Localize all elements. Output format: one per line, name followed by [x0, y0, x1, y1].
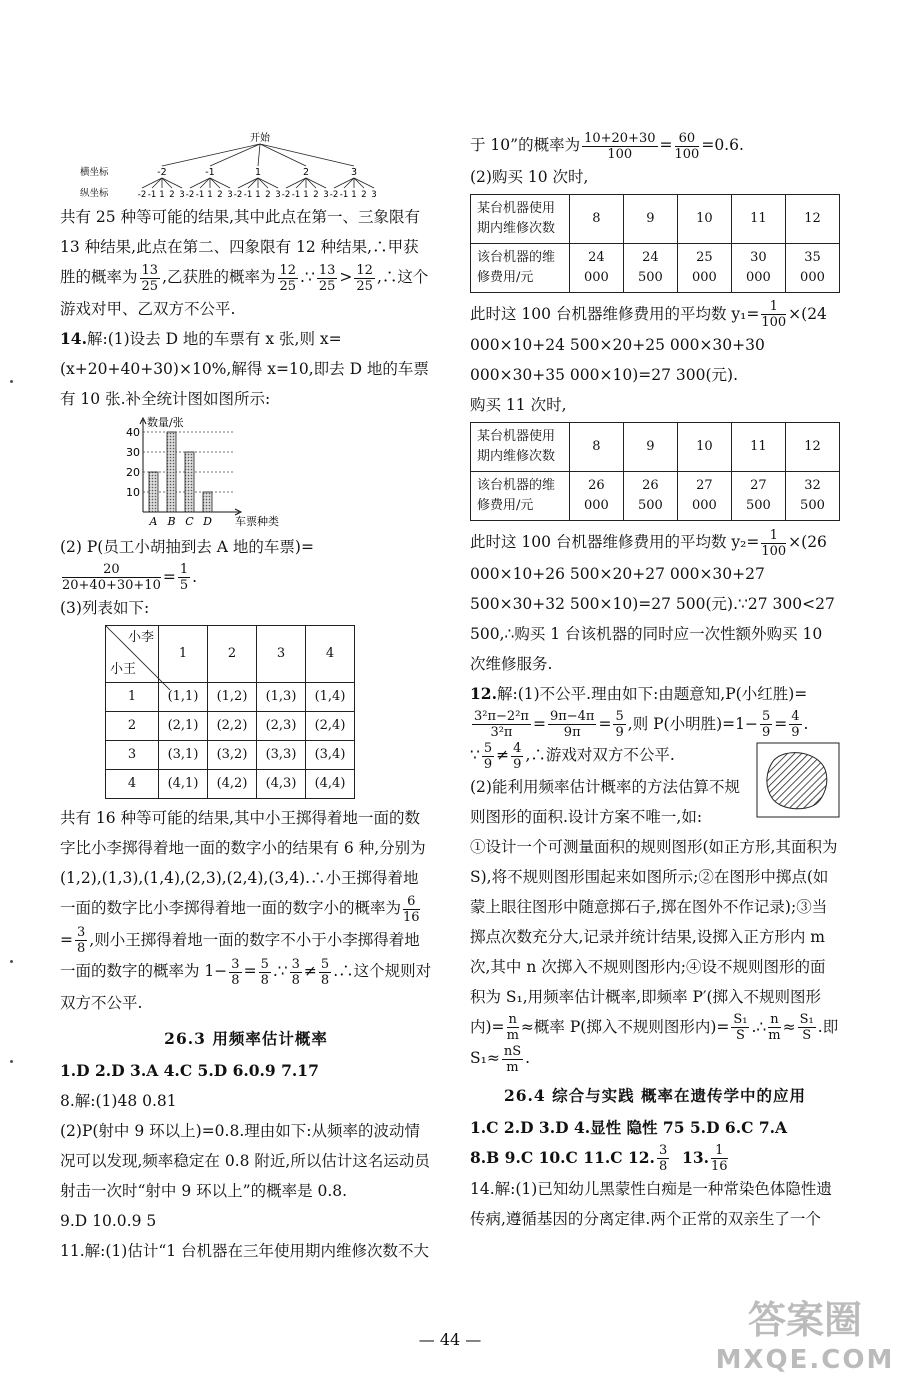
tree-branch	[162, 144, 260, 166]
x-tick-label: D	[203, 514, 212, 528]
tree-leaf-branch	[258, 178, 278, 188]
dice-table	[105, 625, 355, 799]
left-column	[60, 130, 432, 1266]
repair-table-11: 某台机器使用期内维修次数 8 9 10 11 12 该台机器的维修费用/元 26 000 26 500 27 000 27 500 32 500	[470, 422, 840, 521]
margin-dot	[10, 960, 13, 963]
tree-y-value: 2	[169, 190, 175, 200]
tree-x-value: 3	[350, 167, 358, 178]
x-axis-label: 车票种类	[235, 514, 279, 528]
repair-table-10: 某台机器使用期内维修次数 8 9 10 11 12 该台机器的维修费用/元 24 000 24 500 25 000 30 000 35 000	[470, 194, 840, 293]
table-row: 4 (4,1) (4,2) (4,3) (4,4)	[106, 770, 355, 799]
tree-y-value: 1	[207, 190, 213, 200]
tree-x-value: -2	[157, 167, 167, 178]
tree-leaf-branch	[306, 178, 326, 188]
tree-leaf-branch	[258, 178, 268, 188]
q14-part3: (3)列表如下:	[60, 599, 150, 617]
y-tick-label: 30	[126, 445, 140, 459]
tree-y-value: -2	[185, 190, 195, 200]
tree-leaf-branch	[210, 178, 220, 188]
bar	[203, 492, 212, 512]
tree-leaf-branch	[354, 178, 374, 188]
bar	[149, 472, 158, 512]
q12-part1: 12.解:(1)不公平.理由如下:由题意知,P(小红胜)= $\frac{\text{3²π−2²π}}{\text{3²π}}$ = $\frac{9\pi-4\pi}{9\pi}$ = $\frac{5}{9}$ ,则 P(小明胜)=1− $\frac{5}{9}$ = $\frac{4}{9}$ .	[470, 683, 809, 740]
tree-y-value: 3	[275, 190, 281, 200]
tree-leaf-branch	[286, 178, 306, 188]
q14-part1: 14.解:(1)设去 D 地的车票有 x 张,则 x=(x+20+40+30)×10%,解得 x=10,即去 D 地的车票有 10 张.补全统计图如图所示:	[60, 328, 429, 408]
tree-leaf-branch	[296, 178, 306, 188]
tree-x-value: 2	[302, 167, 310, 178]
table-row: 1 (1,1) (1,2) (1,3) (1,4)	[106, 683, 355, 712]
q11-part2: (2)购买 10 次时,	[470, 167, 589, 186]
irregular-shape-figure	[756, 742, 840, 818]
q11-start: 11.解:(1)估计“1 台机器在三年使用期内维修次数不大	[60, 1241, 430, 1260]
table-col-head: 4	[306, 626, 355, 683]
tree-y-value: 2	[313, 190, 319, 200]
bar	[185, 452, 194, 512]
table-col-head: 3	[257, 626, 306, 683]
tree-y-value: -1	[243, 190, 253, 200]
q14-genetics: 14.解:(1)已知幼儿黑蒙性白痴是一种常染色体隐性遗传病,遵循基因的分离定律.两个正常的双亲生了一个	[470, 1180, 832, 1228]
q12-part1b: ∵ $\frac{5}{9}$ ≠ $\frac{4}{9}$ ,∴游戏对双方不公平.	[470, 740, 675, 772]
right-column	[470, 130, 840, 1234]
tree-y-value: -2	[281, 190, 291, 200]
tree-leaf-branch	[210, 178, 230, 188]
tree-y-value: 1	[159, 190, 165, 200]
y-axis-label: 数量/张	[147, 415, 184, 429]
table-row: 2 (2,1) (2,2) (2,3) (2,4)	[106, 712, 355, 741]
q12-part2: (2)能利用频率估计概率的方法估算不规则图形的面积.设计方案不唯一,如:	[470, 777, 740, 826]
tree-leaf-branch	[334, 178, 354, 188]
tree-y-value: 3	[371, 190, 377, 200]
tree-branch	[260, 144, 354, 166]
tree-y-value: 2	[217, 190, 223, 200]
y-tick-label: 10	[126, 485, 140, 499]
x-tick-label: C	[185, 514, 194, 528]
bar-chart	[115, 414, 315, 532]
watermark-logo: 答案圈 MXQE.COM	[715, 1298, 895, 1375]
q14-part4: 共有 16 种等可能的结果,其中小王掷得着地一面的数字比小李掷得着地一面的数字小的结果有 6 种,分别为(1,2),(1,3),(1,4),(2,3),(2,4),(3,4).∴小王掷得着地一面的数字比小李掷得着地一面的数字小的概率为 $\frac{6}{16}$ = $\frac{3}{8}$ ,则小王掷得着地一面的数字不小于小李掷得着地一面的数字的概率为 1− $\frac{3}{8}$ = $\frac{5}{8}$ .∵ $\frac{3}{8}$ ≠ $\frac{5}{8}$ .∴这个规则对双方不公平.	[60, 809, 432, 1012]
tree-leaf-branch	[200, 178, 210, 188]
avg-y1: 此时这 100 台机器维修费用的平均数 y₁= $\frac{1}{100}$ ×(24 000×10+24 500×20+25 000×30+30 000×30+35 000×10)=27 300(元).	[470, 299, 827, 384]
tree-y-value: -1	[339, 190, 349, 200]
q9-q10: 9.D 10.0.9 5	[60, 1211, 157, 1230]
tree-leaf-branch	[190, 178, 210, 188]
tree-leaf-branch	[354, 178, 364, 188]
tree-branch	[210, 144, 260, 166]
q11-prob: 于 10”的概率为 $\frac{10+20+30}{100}$ = $\frac{60}{100}$ =0.6.	[470, 130, 744, 162]
tree-branch	[258, 144, 260, 166]
tree-leaf-branch	[306, 178, 316, 188]
margin-dot	[10, 380, 13, 383]
tree-leaf-branch	[162, 178, 172, 188]
tree-y-label: 纵坐标	[80, 188, 109, 199]
tree-leaf-branch	[344, 178, 354, 188]
section-26-3-title: 26.3 用频率估计概率	[164, 1028, 328, 1048]
tree-y-value: -1	[195, 190, 205, 200]
avg-y2: 此时这 100 台机器维修费用的平均数 y₂= $\frac{1}{100}$ ×(26 000×10+26 500×20+27 000×30+27 500×30+32 500×10)=27 500(元).∵27 300<27 500,∴购买 1 台该机器的同时应一次性额外购买 10 次维修服务.	[470, 527, 835, 673]
tree-branch	[260, 144, 306, 166]
table-col-head: 1	[159, 626, 208, 683]
tree-y-value: -2	[233, 190, 243, 200]
tree-y-value: -2	[137, 190, 147, 200]
tree-leaf-branch	[152, 178, 162, 188]
tree-y-value: 1	[303, 190, 309, 200]
answers-26-3: 1.D 2.D 3.A 4.C 5.D 6.0.9 7.17	[60, 1060, 319, 1080]
buy-11: 购买 11 次时,	[470, 396, 567, 414]
tree-leaf-branch	[142, 178, 162, 188]
tree-y-value: -1	[291, 190, 301, 200]
tree-y-value: 3	[227, 190, 233, 200]
y-tick-label: 20	[126, 465, 140, 479]
tree-y-value: -1	[147, 190, 157, 200]
table-row: 3 (3,1) (3,2) (3,3) (3,4)	[106, 741, 355, 770]
bar	[167, 432, 176, 512]
tree-x-label: 横坐标	[80, 167, 109, 178]
tree-y-value: 1	[255, 190, 261, 200]
section-26-4-title: 26.4 综合与实践 概率在遗传学中的应用	[503, 1085, 807, 1105]
tree-y-value: 1	[351, 190, 357, 200]
y-tick-label: 40	[126, 425, 140, 439]
q13-conclusion: 共有 25 种等可能的结果,其中此点在第一、三象限有 13 种结果,此点在第二、四象限有 12 种结果,∴甲获胜的概率为 $\frac{13}{25}$ ,乙获胜的概率为 $\frac{12}{25}$ .∵ $\frac{13}{25}$ > $\frac{12}{25}$ ,∴这个游戏对甲、乙双方不公平.	[60, 208, 429, 318]
tree-leaf-branch	[248, 178, 258, 188]
tree-x-value: 1	[254, 167, 262, 178]
q8-part2: (2)P(射中 9 环以上)=0.8.理由如下:从频率的波动情况可以发现,频率稳定在 0.8 附近,所以估计这名运动员射击一次时“射中 9 环以上”的概率是 0.8.	[60, 1121, 430, 1200]
q14-part2: (2) P(员工小胡抽到去 A 地的车票)= $\frac{20}{20+40+30+10}$ = $\frac{1}{5}$ .	[60, 537, 314, 593]
tree-diagram	[80, 130, 410, 202]
answers-26-4-b: 8.B 9.C 10.C 11.C 12. $\frac{3}{8}$ 13. $\frac{1}{16}$	[470, 1143, 728, 1174]
tree-y-value: 2	[265, 190, 271, 200]
answers-26-4-a: 1.C 2.D 3.D 4.显性 隐性 75 5.D 6.C 7.A	[470, 1117, 788, 1137]
margin-dot	[10, 1060, 13, 1063]
q8-part1: 8.解:(1)48 0.81	[60, 1091, 177, 1110]
tree-y-value: 3	[323, 190, 329, 200]
tree-leaf-branch	[238, 178, 258, 188]
q12-part3: ①设计一个可测量面积的规则图形(如正方形,其面积为 S),将不规则图形围起来如图所示;②在图形中掷点(如蒙上眼往图形中随意掷石子,掷在图外不作记录);③当掷点次数充分大,记录并统计结果,设掷入正方形内 m 次,其中 n 次掷入不规则图形内;④设不规则图形的面积为 S₁,用频率估计概率,即频率 P′(掷入不规则图形内)= $\frac{n}{m}$ ≈概率 P(掷入不规则图形内)= $\frac{\text{S₁}}{S}$ .∴ $\frac{n}{m}$ ≈ $\frac{\text{S₁}}{S}$ .即 S₁≈ $\frac{nS}{m}$ .	[470, 837, 839, 1075]
tree-leaf-branch	[162, 178, 182, 188]
tree-y-value: 2	[361, 190, 367, 200]
page-number: — 44 —	[418, 1330, 482, 1349]
table-corner: 小李 小王	[106, 626, 159, 683]
x-tick-label: B	[167, 514, 176, 528]
tree-x-value: -1	[205, 167, 215, 178]
x-tick-label: A	[149, 514, 158, 528]
tree-y-value: -2	[329, 190, 339, 200]
table-col-head: 2	[208, 626, 257, 683]
tree-y-value: 3	[179, 190, 185, 200]
tree-root: 开始	[250, 133, 270, 144]
